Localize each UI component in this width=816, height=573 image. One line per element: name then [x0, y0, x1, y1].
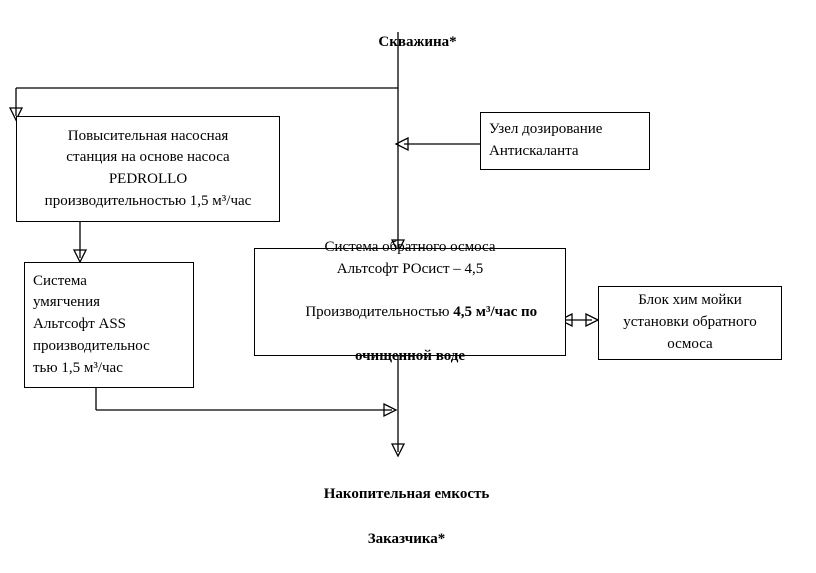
node-reverse-osmosis-line-4: очищенной воде — [354, 347, 466, 364]
node-softening-system[interactable] — [24, 262, 194, 388]
node-pump-station-line-1: Повысительная насосная — [67, 127, 229, 144]
node-pump-station-line-3: PEDROLLO — [108, 171, 188, 187]
node-chemical-wash-block-line-3: осмоса — [667, 335, 713, 352]
node-reverse-osmosis-line-2: Альтсофт РОсист – 4,5 — [336, 260, 484, 277]
node-softening-system-line-5: тью 1,5 м³/час — [33, 359, 123, 376]
node-antiscalant-unit-line-2: Антискаланта — [489, 143, 579, 159]
node-reverse-osmosis-line-3-text: Производительностью 4,5 м³/час по — [305, 304, 538, 320]
node-antiscalant-unit[interactable] — [480, 112, 650, 170]
diagram-title-top-text: Скважина* — [378, 33, 457, 50]
node-softening-system-line-3: Альтсофт ASS — [33, 316, 127, 333]
node-pump-station[interactable] — [16, 116, 280, 222]
node-softening-system-line-1: Система — [33, 272, 87, 289]
node-softening-system-line-4: производительнос — [33, 337, 150, 354]
node-reverse-osmosis-line-3 — [283, 280, 537, 345]
diagram-title-bottom — [278, 460, 520, 573]
node-softening-system-line-2: умягчения — [33, 294, 101, 311]
node-pump-station-line-4: производительностью 1,5 м³/час — [44, 192, 252, 209]
diagram-title-top — [300, 8, 520, 76]
diagram-title-bottom-line-1: Накопительная емкость — [323, 485, 490, 502]
node-chemical-wash-block-line-1: Блок хим мойки — [638, 292, 742, 309]
diagram-title-bottom-line-2: Заказчика* — [367, 530, 446, 547]
node-reverse-osmosis-line-1: Система обратного осмоса — [324, 238, 496, 255]
node-chemical-wash-block-line-2: установки обратного — [623, 314, 757, 331]
node-antiscalant-unit-line-1: Узел дозирование — [489, 121, 603, 138]
node-reverse-osmosis[interactable] — [254, 238, 566, 364]
node-pump-station-line-2: станция на основе насоса — [66, 149, 230, 166]
node-chemical-wash-block[interactable] — [598, 286, 782, 360]
